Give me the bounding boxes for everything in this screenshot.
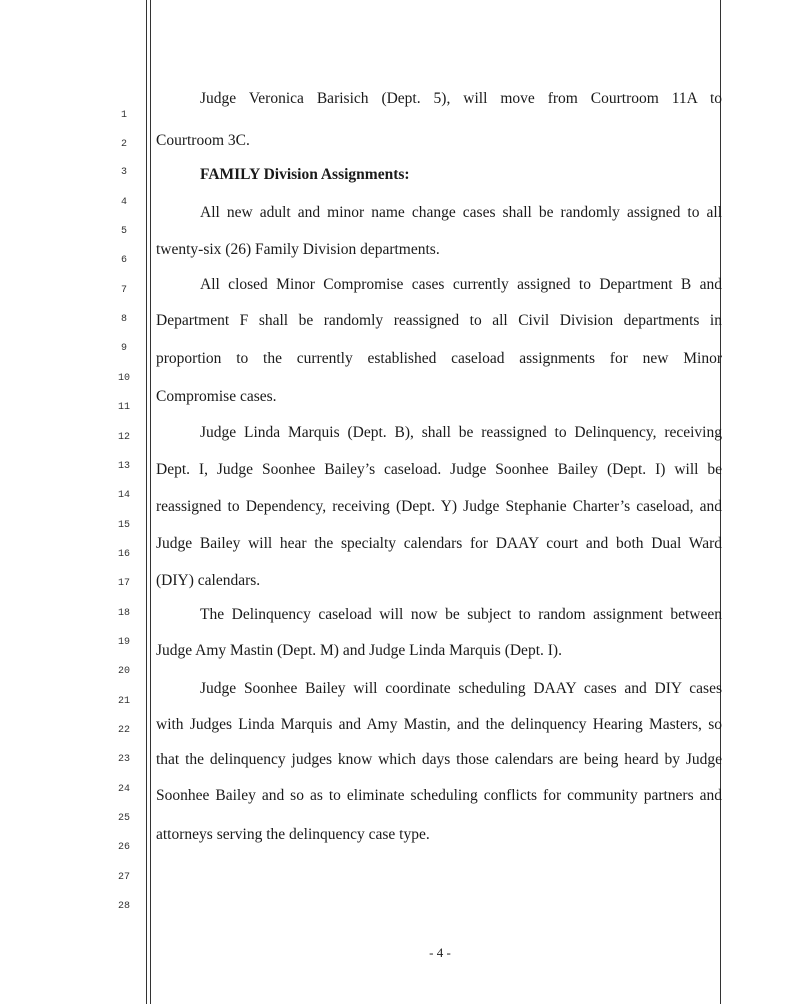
line-number: 28 — [117, 901, 130, 912]
text-line: Judge Linda Marquis (Dept. B), shall be reassigned to Delinquency, receiving — [200, 424, 722, 441]
line-number: 18 — [117, 608, 130, 619]
text-line: attorneys serving the delinquency case type. — [156, 826, 430, 843]
text-line: reassigned to Dependency, receiving (Dept. Y) Judge Stephanie Charter’s caseload, and — [156, 498, 722, 515]
line-number: 21 — [117, 696, 130, 707]
text-line: Judge Amy Mastin (Dept. M) and Judge Linda Marquis (Dept. I). — [156, 642, 562, 659]
text-line: Judge Bailey will hear the specialty calendars for DAAY court and both Dual Ward — [156, 535, 722, 552]
section-heading: FAMILY Division Assignments: — [200, 166, 410, 183]
text-line: All new adult and minor name change cases shall be randomly assigned to all — [200, 204, 722, 221]
text-line: proportion to the currently established caseload assignments for new Minor — [156, 350, 722, 367]
text-line: Dept. I, Judge Soonhee Bailey’s caseload. Judge Soonhee Bailey (Dept. I) will be — [156, 461, 722, 478]
line-number: 10 — [117, 373, 130, 384]
line-number: 19 — [117, 637, 130, 648]
text-line: Department F shall be randomly reassigned to all Civil Division departments in — [156, 312, 722, 329]
line-number: 2 — [120, 139, 127, 150]
line-number: 11 — [117, 402, 130, 413]
line-number: 4 — [120, 197, 127, 208]
line-number: 3 — [120, 167, 127, 178]
line-number: 15 — [117, 520, 130, 531]
text-line: twenty-six (26) Family Division departments. — [156, 241, 440, 258]
line-number: 22 — [117, 725, 130, 736]
left-margin-rule-inner — [150, 0, 151, 1004]
line-number: 23 — [117, 754, 130, 765]
line-number: 13 — [117, 461, 130, 472]
line-number: 6 — [120, 255, 127, 266]
text-line: Judge Veronica Barisich (Dept. 5), will move from Courtroom 11A to — [200, 90, 722, 107]
text-line: that the delinquency judges know which days those calendars are being heard by Judge — [156, 751, 722, 768]
line-number: 9 — [120, 343, 127, 354]
text-line: All closed Minor Compromise cases currently assigned to Department B and — [200, 276, 722, 293]
text-line: (DIY) calendars. — [156, 572, 261, 589]
line-number: 8 — [120, 314, 127, 325]
text-line: Compromise cases. — [156, 388, 277, 405]
text-line: Soonhee Bailey and so as to eliminate scheduling conflicts for community partners and — [156, 787, 722, 804]
page-number: - 4 - — [429, 945, 451, 960]
line-number: 26 — [117, 842, 130, 853]
line-number: 14 — [117, 490, 130, 501]
text-line: The Delinquency caseload will now be subject to random assignment between — [200, 606, 722, 623]
line-number: 7 — [120, 285, 127, 296]
text-line: Judge Soonhee Bailey will coordinate scheduling DAAY cases and DIY cases — [200, 680, 722, 697]
line-number: 17 — [117, 578, 130, 589]
line-number: 5 — [120, 226, 127, 237]
text-line: with Judges Linda Marquis and Amy Mastin, and the delinquency Hearing Masters, so — [156, 716, 722, 733]
line-number: 20 — [117, 666, 130, 677]
line-number: 12 — [117, 432, 130, 443]
line-number: 27 — [117, 872, 130, 883]
left-margin-rule-outer — [146, 0, 147, 1004]
line-number: 1 — [120, 110, 127, 121]
line-number: 25 — [117, 813, 130, 824]
line-number: 16 — [117, 549, 130, 560]
line-number: 24 — [117, 784, 130, 795]
text-line: Courtroom 3C. — [156, 132, 250, 149]
